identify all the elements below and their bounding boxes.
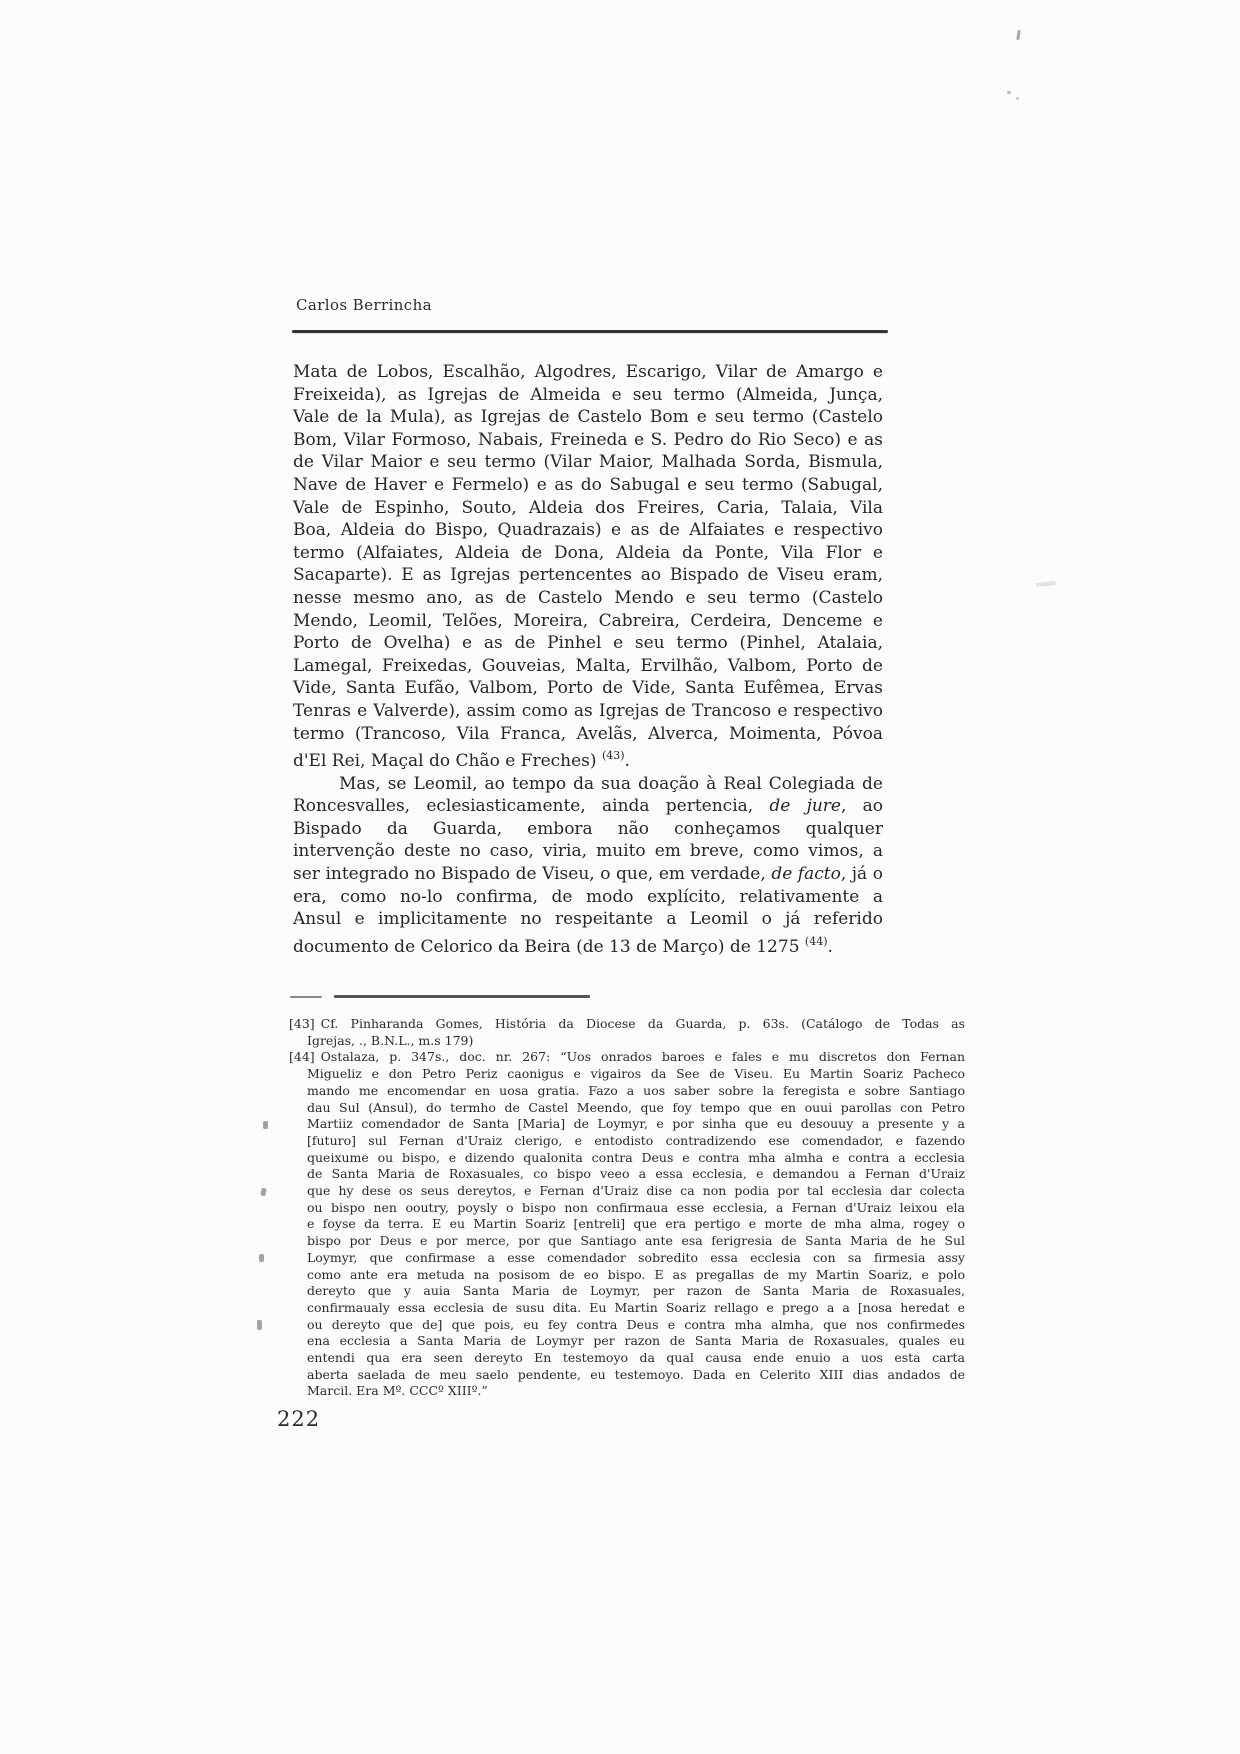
text-line: Ansul e implicitamente no respeitante a Leomil o já referido [293, 909, 883, 930]
footnote-line: queixume ou bispo, e dizendo qualonita contra Deus e contra mha almha e contra a ecclesia [307, 1149, 965, 1165]
footnote-line: como ante era metuda na posisom de eo bispo. E as pregallas de my Martin Soariz, e polo [307, 1266, 965, 1282]
text-line: Bom, Vilar Formoso, Nabais, Freineda e S. Pedro do Rio Seco) e as [293, 429, 883, 450]
text-segment: Roncesvalles, eclesiasticamente, ainda pertencia, [293, 796, 770, 817]
scan-artifact-ink-spot [260, 1188, 267, 1197]
text-line: Vale de Espinho, Souto, Aldeia dos Freires, Caria, Talaia, Vila [293, 497, 883, 518]
header-rule [292, 330, 888, 333]
body-text [293, 361, 883, 958]
footnote-44-continuation [289, 1066, 965, 1383]
footnote-line: confirmaualy essa ecclesia de susu dita. Eu Martin Soariz rellago e prego a a [nosa heredat e [307, 1299, 965, 1315]
footnotes-section [289, 1016, 965, 1400]
footnote-line: e foyse da terra. E eu Martin Soariz [entreli] que era pertigo e morte de mha alma, rogey o [307, 1216, 965, 1232]
footnote-ref-43: (43) [601, 749, 625, 763]
text-line: Vide, Santa Eufão, Valbom, Porto de Vide, Santa Eufêmea, Ervas [293, 678, 883, 699]
text-line: Vale de la Mula), as Igrejas de Castelo Bom e seu termo (Castelo [293, 407, 883, 428]
footnote-44-text: Ostalaza, p. 347s., doc. nr. 267: “Uos onrados baroes e fales e mu discretos don Fernan [320, 1049, 965, 1065]
text-segment: ser integrado no Bispado de Viseu, o que, em verdade, [293, 864, 772, 885]
footnote-line: ou dereyto que de] que pois, eu fey contra Deus e contra mha almha, que nos confirmedes [307, 1316, 965, 1332]
scan-artifact-apostrophe [1016, 30, 1021, 40]
text-line: Lamegal, Freixedas, Gouveias, Malta, Ervilhão, Valbom, Porto de [293, 655, 883, 676]
footnote-line: Migueliz e don Petro Periz caonigus e vigairos da See de Viseu. Eu Martin Soariz Pacheco [307, 1066, 965, 1082]
scan-artifact-dot [1007, 91, 1011, 94]
text-segment: documento de Celorico da Beira (de 13 de Março) de 1275 [293, 936, 805, 957]
text-line: termo (Alfaiates, Aldeia de Dona, Aldeia da Ponte, Vila Flor e [293, 542, 883, 563]
text-line: Mendo, Leomil, Telões, Moreira, Cabreira, Cerdeira, Denceme e [293, 610, 883, 631]
text-segment: , ao [840, 796, 883, 817]
footnote-44-last-line: Marcil. Era Mº. CCCº XIIIº.” [307, 1383, 488, 1399]
footnote-line: dereyto que y auia Santa Maria de Loymyr, per razon de Santa Maria de Roxasuales, [307, 1283, 965, 1299]
footnote-line: ena ecclesia a Santa Maria de Loymyr per razon de Santa Maria de Roxasuales, quales eu [307, 1333, 965, 1349]
footnote-line: que hy dese os seus dereytos, e Fernan d'Uraiz dise ca non podia por tal ecclesia dar colecta [307, 1183, 965, 1199]
text-line: Sacaparte). E as Igrejas pertencentes ao Bispado de Viseu eram, [293, 565, 883, 586]
text-line: Nave de Haver e Fermelo) e as do Sabugal e seu termo (Sabugal, [293, 474, 883, 495]
text-line: Mas, se Leomil, ao tempo da sua doação à Real Colegiada de [339, 773, 883, 794]
text-line [293, 795, 883, 818]
text-line: era, como no-lo confirma, de modo explícito, relativamente a [293, 886, 883, 907]
text-line: Boa, Aldeia do Bispo, Quadrazais) e as de Alfaiates e respectivo [293, 520, 883, 541]
scan-artifact-dot [1016, 97, 1019, 100]
footnote-44-first-line [289, 1049, 965, 1066]
text-line [293, 863, 883, 886]
footnote-line: mando me encomendar en uosa gratia. Fazo a uos saber sobre la feregista e sobre Santiago [307, 1082, 965, 1098]
text-line: de Vilar Maior e seu termo (Vilar Maior, Malhada Sorda, Bismula, [293, 452, 883, 473]
italic-de-facto: de facto [771, 864, 841, 885]
text-line: Porto de Ovelha) e as de Pinhel e seu termo (Pinhel, Atalaia, [293, 633, 883, 654]
footnote-43-text: Cf. Pinharanda Gomes, História da Diocese da Guarda, p. 63s. (Catálogo de Todas as [320, 1016, 965, 1031]
footnote-separator-line [334, 995, 590, 998]
text-line: Freixeida), as Igrejas de Almeida e seu termo (Almeida, Junça, [293, 384, 883, 405]
scan-artifact-smudge [1036, 581, 1056, 587]
paragraph-1-end-text: d'El Rei, Maçal do Chão e Freches) [293, 751, 602, 772]
footnote-line: aberta saelada de meu saelo pendente, eu testemoyo. Dada en Celerito XIII dias andados de [307, 1366, 965, 1382]
body-paragraph-1 [293, 361, 883, 745]
text-segment: , já o [840, 864, 883, 885]
scan-artifact-ink-spot [259, 1254, 264, 1262]
text-line: intervenção deste no caso, viria, muito em breve, como vimos, a [293, 841, 883, 862]
body-paragraph-2 [293, 773, 883, 959]
period: . [827, 936, 833, 957]
footnote-line: Loymyr, que confirmase a esse comendador sobredito essa ecclesia con sa firmesia assy [307, 1249, 965, 1265]
footnote-44-label: [44] [289, 1049, 315, 1065]
text-line: Tenras e Valverde), assim como as Igrejas de Trancoso e respectivo [293, 700, 883, 721]
text-line: termo (Trancoso, Vila Franca, Avelãs, Alverca, Moimenta, Póvoa [293, 723, 883, 744]
text-line [293, 931, 883, 959]
italic-de-jure: de jure [769, 796, 841, 817]
footnote-43-first-line [289, 1016, 965, 1033]
footnote-line: entendi qua era seen dereyto En testemoyo da qual causa ende enuio a uos esta carta [307, 1350, 965, 1366]
page-number: 222 [277, 1407, 321, 1431]
scan-artifact-ink-spot [257, 1320, 262, 1330]
scan-artifact-ink-spot [263, 1121, 268, 1129]
footnote-separator-dash [290, 996, 322, 998]
text-line: nesse mesmo ano, as de Castelo Mendo e seu termo (Castelo [293, 587, 883, 608]
period: . [624, 751, 630, 772]
footnote-line: de Santa Maria de Roxasuales, co bispo veeo a essa ecclesia, e demandou a Fernan d'Uraiz [307, 1166, 965, 1182]
text-line [293, 745, 883, 773]
footnote-43-label: [43] [289, 1016, 315, 1031]
text-line: Bispado da Guarda, embora não conheçamos qualquer [293, 818, 883, 839]
text-line: Mata de Lobos, Escalhão, Algodres, Escarigo, Vilar de Amargo e [293, 362, 883, 382]
footnote-line: dau Sul (Ansul), do termho de Castel Meendo, que foy tempo que en ouui parollas con Petro [307, 1099, 965, 1115]
footnote-line: bispo por Deus e por merce, por que Santiago ante esa ferigresia de Santa Maria de he Sul [307, 1233, 965, 1249]
footnote-line: ou bispo nen ooutry, poysly o bispo non confirmaua esse ecclesia, a Fernan d'Uraiz leixou ela [307, 1199, 965, 1215]
footnote-line: Martiiz comendador de Santa [Maria] de Loymyr, e por sinha que eu desouuy a presente y a [307, 1116, 965, 1132]
running-header: Carlos Berrincha [296, 296, 432, 314]
footnote-ref-44: (44) [804, 934, 828, 948]
footnote-43-continuation: Igrejas, ., B.N.L., m.s 179) [307, 1032, 474, 1048]
footnote-line: [futuro] sul Fernan d'Uraiz clerigo, e entodisto contradizendo ese comendador, e fazendo [307, 1132, 965, 1148]
